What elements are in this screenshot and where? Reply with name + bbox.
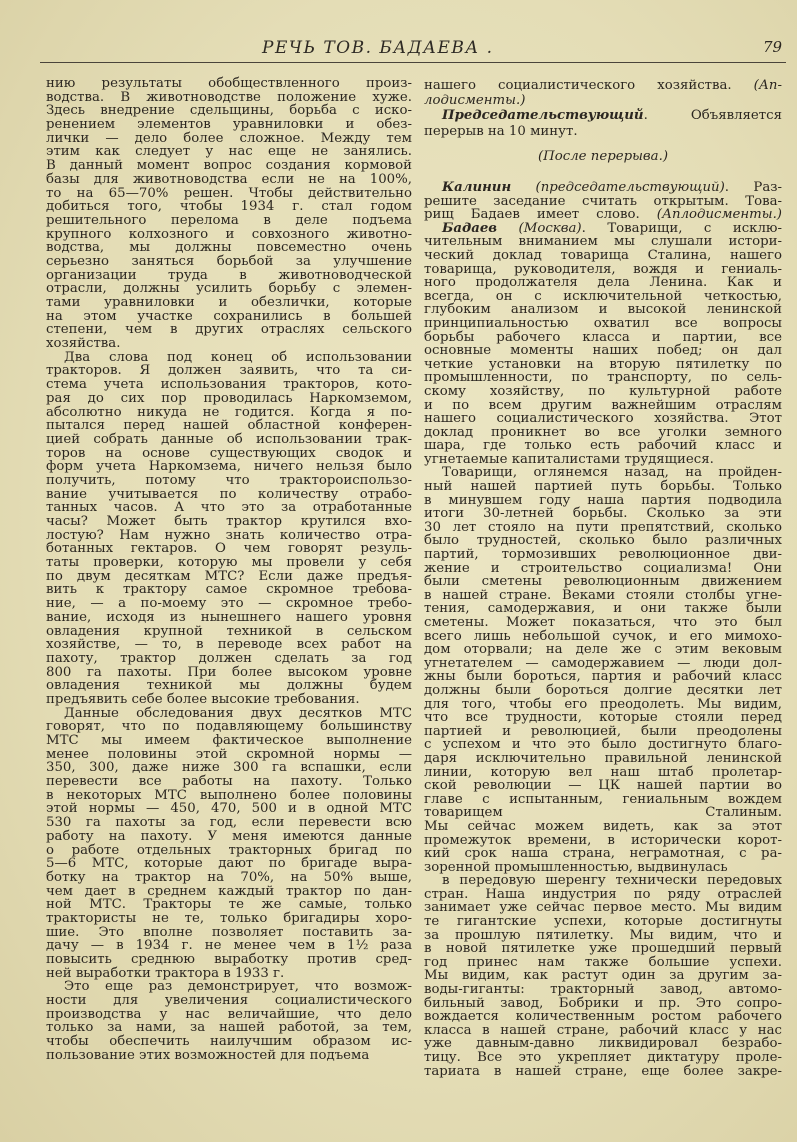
text-line: хозяйства. xyxy=(46,336,121,352)
text-line: овладения техникой мы должны будем xyxy=(46,678,412,694)
text-line: ренением элементов уравниловки и обез- xyxy=(46,117,412,133)
text-line: 30 лет стояло на пути препятствий, сколько xyxy=(424,519,782,535)
text-line: за прошлую пятилетку. Мы видим, что и xyxy=(424,927,782,943)
emphasis-text: (председательствующий) xyxy=(511,180,725,195)
text-line xyxy=(424,78,782,93)
text-line: В данный момент вопрос создания кормовой xyxy=(46,158,412,174)
break-heading xyxy=(424,150,782,164)
text-line: добиться того, чтобы 1934 г. стал годом xyxy=(46,199,412,215)
text-line: партией и революцией, были преодолены xyxy=(424,723,782,739)
text-line: чем дает в среднем каждый трактор по дан- xyxy=(46,883,412,899)
text-line: ности для увеличения социалистического xyxy=(46,993,412,1009)
text-line: водства, мы должны повсеместно очень xyxy=(46,240,412,256)
text-line: работу на пахоту. У меня имеются данные xyxy=(46,828,412,844)
text-line: с успехом и что это было достигнуто благо- xyxy=(424,737,782,753)
right-column-body xyxy=(424,181,782,1078)
text-line: борьбы рабочего класса и партии, все xyxy=(424,329,782,345)
text-span: . Объявляется xyxy=(643,108,782,124)
text-line: то на 65—70% решен. Чтобы действительно xyxy=(46,185,412,201)
text-line: в минувшем году наша партия подводила xyxy=(424,492,782,508)
text-line: повысить среднюю выработку против сред- xyxy=(46,952,412,967)
emphasis-text: (Ап- xyxy=(753,78,782,93)
text-line: в некоторых МТС выполнено более половины xyxy=(46,787,412,803)
text-line: товарища, руководителя, вождя и гениаль- xyxy=(424,261,782,277)
text-line xyxy=(424,222,782,236)
text-line: танных часов. А что это за отработанные xyxy=(46,500,412,516)
text-line: год принес нам также большие успехи. xyxy=(424,954,782,970)
text-line: Товарищи, оглянемся назад, на пройден- xyxy=(442,465,782,481)
text-line: главе с испытанным, гениальным вождем xyxy=(424,791,782,807)
emphasis-text: Бадаев xyxy=(442,220,498,236)
text-line: МТС мы имеем фактическое выполнение xyxy=(46,733,412,748)
text-line: кий срок наша страна, неграмотная, с ра- xyxy=(424,846,782,862)
left-column xyxy=(46,77,412,1063)
text-line: ской революции — ЦК нашей партии во xyxy=(424,778,782,794)
running-header xyxy=(0,36,797,60)
emphasis-text: Калинин xyxy=(442,180,512,195)
text-line: 530 га пахоты за год, если перевести всю xyxy=(46,815,412,831)
text-line: уже давным-давно ликвидировал безрабо- xyxy=(424,1036,782,1052)
text-line: по двум десяткам МТС? Если даже предъя- xyxy=(46,568,412,584)
text-line: предъявить себе более высокие требования. xyxy=(46,691,360,707)
text-line: ный нашей партией путь борьбы. Только xyxy=(424,479,782,495)
text-line: шара, где только есть рабочий класс и xyxy=(424,438,782,454)
text-line: 350, 300, даже ниже 300 га вспашки, если xyxy=(46,760,412,776)
text-line: скому хозяйству, по культурной работе xyxy=(424,383,782,399)
text-line: промежуток времени, в исторически корот- xyxy=(424,832,782,848)
text-line: серьезно заняться борьбой за улучшение xyxy=(46,253,412,269)
text-line: сметены. Может показаться, что это был xyxy=(424,615,782,630)
text-line: получить, потому что тракторoиспользо- xyxy=(46,472,412,488)
text-line: было трудностей, сколько было различных xyxy=(424,533,782,549)
text-line xyxy=(424,181,782,195)
text-line: о работе отдельных тракторных бригад по xyxy=(46,842,412,858)
text-line: четкие установки на вторую пятилетку по xyxy=(424,356,782,372)
text-line: организации труда в животноводческой xyxy=(46,267,412,283)
text-line: торов на основе существующих сводок и xyxy=(46,445,412,461)
text-line: стран. Наша индустрия по ряду отраслей xyxy=(424,886,782,902)
text-line: лостую? Нам нужно знать количество отра- xyxy=(46,527,412,543)
text-line: решите заседание считать открытым. Това- xyxy=(424,193,782,209)
text-span: . Товарищи, с исклю- xyxy=(581,220,782,236)
text-line: даря исключительно правильной ленинской xyxy=(424,750,782,766)
header-rule xyxy=(40,62,786,63)
text-line: базы для животноводства если не на 100%, xyxy=(46,171,412,187)
text-line: угнетаемые капиталистами трудящиеся. xyxy=(424,451,714,467)
text-line: тами уравниловки и обезлички, которые xyxy=(46,295,412,310)
running-title: РЕЧЬ ТОВ. БАДАЕВА . xyxy=(262,38,494,58)
text-line: товарищем Сталиным. xyxy=(424,805,782,821)
text-line: решительного перелома в деле подъема xyxy=(46,212,412,228)
text-line: линии, которую вел наш штаб пролетар- xyxy=(424,764,782,780)
after-break-heading: (После перерыва.) xyxy=(537,149,669,164)
text-line: этим как следует у нас еще не занялись. xyxy=(46,144,412,160)
text-line: крупного колхозного и совхозного животно- xyxy=(46,226,412,242)
text-line: цией собрать данные об использовании трак- xyxy=(46,431,412,447)
text-line: таты проверки, которую мы провели у себя xyxy=(46,555,412,571)
text-line: тракторов. Я должен заявить, что та си- xyxy=(46,363,412,379)
text-span: нашего социалистического хозяйства. xyxy=(424,78,754,93)
text-line: вождается количественным ростом рабочего xyxy=(424,1009,782,1025)
text-line: пытался перед нашей областной конферен- xyxy=(46,418,412,434)
text-line: ботанных гектаров. О чем говорят резуль- xyxy=(46,541,412,557)
text-line: в передовую шеренгу технически передовых xyxy=(442,873,782,889)
text-line: стема учета использования тракторов, кото- xyxy=(46,377,412,393)
emphasis-text: лодисменты.) xyxy=(424,93,526,109)
text-line: ние, — а по-моему это — скромное требо- xyxy=(46,596,412,612)
text-line xyxy=(424,93,782,108)
text-line: 5—6 МТС, которые дают по бригаде выра- xyxy=(46,856,412,872)
text-line: всего лишь небольшой сучок, и его мимохо- xyxy=(424,628,782,644)
text-line: тения, самодержавия, и они также были xyxy=(424,601,782,617)
text-line: вание, исходя из нынешнего нашего уровня xyxy=(46,609,412,625)
text-line: Мы сейчас можем видеть, как за этот xyxy=(424,818,782,834)
text-line: те гигантские успехи, которые достигнуты xyxy=(424,914,782,930)
text-line: принципиальностью охватил все вопросы xyxy=(424,315,782,331)
text-line: пахоту, трактор должен сделать за год xyxy=(46,650,412,666)
text-line: пользование этих возможностей для подъема xyxy=(46,1047,370,1063)
text-line: воды-гиганты: тракторный завод, автомо- xyxy=(424,982,782,998)
text-line: ческий доклад товарища Сталина, нашего xyxy=(424,247,782,263)
page-number: 79 xyxy=(763,38,783,56)
text-line: угнетателем — самодержавием — люди дол- xyxy=(424,655,782,671)
text-line: степени, чем в других отраслях сельского xyxy=(46,322,412,338)
text-line: рая до сих пор проводилась Наркомземом, xyxy=(46,390,412,406)
text-line: Два слова под конец об использовании xyxy=(64,349,412,365)
text-line: трактористы не те, только бригадиры хоро- xyxy=(46,910,412,926)
text-line: ной МТС. Тракторы те же самые, только xyxy=(46,897,412,913)
text-line: чтобы обеспечить наилучшим образом ис- xyxy=(46,1034,412,1050)
text-line: перевести все работы на пахоту. Только xyxy=(46,774,412,790)
text-line: партий, тормозивших революционное дви- xyxy=(424,547,782,563)
text-line: итоги 30-летней борьбы. Сколько за эти xyxy=(424,506,782,522)
text-line: Мы видим, как растут один за другим за- xyxy=(424,968,782,984)
text-line: ней выработки трактора в 1933 г. xyxy=(46,965,285,981)
text-line: менее половины этой скромной нормы — xyxy=(46,746,412,762)
text-line: только за нами, за нашей работой, за тем, xyxy=(46,1020,412,1036)
text-line: вание учитывается по количеству отрабо- xyxy=(46,486,412,502)
text-line: водства. В животноводстве положение хуже. xyxy=(46,89,412,105)
text-line: абсолютно никуда не годится. Когда я по- xyxy=(46,404,412,420)
text-line: жны были бороться, партия и рабочий класс xyxy=(424,669,782,685)
text-line: Данные обследования двух десятков МТС xyxy=(64,705,412,721)
text-line: должны были бороться долгие десятки лет xyxy=(424,682,782,698)
text-line: говорят, что по подавляющему большинству xyxy=(46,719,412,735)
text-line: основные моменты наших побед; он дал xyxy=(424,343,782,359)
text-line: на этом участке сохранились в большей xyxy=(46,308,412,324)
text-line: были сметены революционным движением xyxy=(424,574,782,590)
emphasis-text: (Москва) xyxy=(497,220,582,236)
right-column-top xyxy=(424,78,782,139)
text-line: для того, чтобы его преодолеть. Мы видим, xyxy=(424,696,782,712)
text-line: класса в нашей стране, рабочий класс у нас xyxy=(424,1022,782,1038)
text-line: дом оторвали; на деле же с этим вековым xyxy=(424,642,782,658)
text-line: доклад проникнет во все уголки земного xyxy=(424,424,782,440)
heading-line xyxy=(424,150,782,164)
text-line: тариата в нашей стране, еще более закре- xyxy=(424,1063,782,1079)
text-line: глубоким анализом и высокой ленинской xyxy=(424,302,782,318)
text-line: всегда, он с исключительной четкостью, xyxy=(424,288,782,304)
text-line: зоренной промышленностью, выдвинулась xyxy=(424,859,728,875)
text-line: и по всем другим важнейшим отраслям xyxy=(424,397,782,413)
text-line: Это еще раз демонстрирует, что возмож- xyxy=(64,979,412,995)
text-line xyxy=(424,108,782,123)
text-line: форм учета Наркомзема, ничего нельзя было xyxy=(46,459,412,475)
text-line: шие. Это вполне позволяет поставить за- xyxy=(46,924,412,940)
text-line: перерыв на 10 минут. xyxy=(424,123,578,139)
text-line: этой нормы — 450, 470, 500 и в одной МТС xyxy=(46,801,412,817)
text-line: овладения крупной техникой в сельском xyxy=(46,623,412,639)
emphasis-text: Председательствующий xyxy=(442,108,644,124)
text-line: нашего социалистического хозяйства. Этот xyxy=(424,411,782,427)
text-line: 800 га пахоты. При более высоком уровне xyxy=(46,664,412,680)
text-line: ботку на трактор на 70%, на 50% выше, xyxy=(46,869,412,885)
text-line: промышленности, по транспорту, по сель- xyxy=(424,370,782,386)
text-line: производства у нас величайшие, что дело xyxy=(46,1006,412,1022)
text-line: в нашей стране. Веками стояли столбы угне- xyxy=(424,587,782,603)
emphasis-text: (Аплодисменты.) xyxy=(656,207,782,223)
text-line: нию результаты обобществленного произ- xyxy=(46,76,412,91)
text-line: отрасли, должны усилить борьбу с элемен- xyxy=(46,281,412,297)
text-line: бильный завод, Бобрики и пр. Это сопро- xyxy=(424,995,782,1011)
text-line: что все трудности, которые стояли перед xyxy=(424,710,782,726)
text-line: часы? Может быть трактор крутился вхо- xyxy=(46,514,412,529)
text-line: жение и строительство социализма! Они xyxy=(424,560,782,576)
text-line: чительным вниманием мы слушали истори- xyxy=(424,234,782,250)
text-line xyxy=(424,208,782,222)
text-line: лички — дело более сложное. Между тем xyxy=(46,130,412,146)
text-span: . Раз- xyxy=(724,180,783,195)
text-line: тицу. Все это укрепляет диктатуру проле- xyxy=(424,1050,782,1065)
text-line: Здесь внедрение сдельщины, борьба с иско- xyxy=(46,103,412,119)
text-line: в новой пятилетке уже прошедший первый xyxy=(424,941,782,957)
text-line: занимает уже сейчас первое место. Мы видим xyxy=(424,900,782,916)
text-line: хозяйстве, — то, в переводе всех работ на xyxy=(46,637,412,653)
text-line: дачу — в 1934 г. не менее чем в 1½ раза xyxy=(46,938,412,954)
text-line: ного продолжателя дела Ленина. Как и xyxy=(424,275,782,291)
text-span: рищ Бадаев имеет слово. xyxy=(424,207,657,223)
text-line: вить к трактору самое скромное требова- xyxy=(46,582,412,598)
